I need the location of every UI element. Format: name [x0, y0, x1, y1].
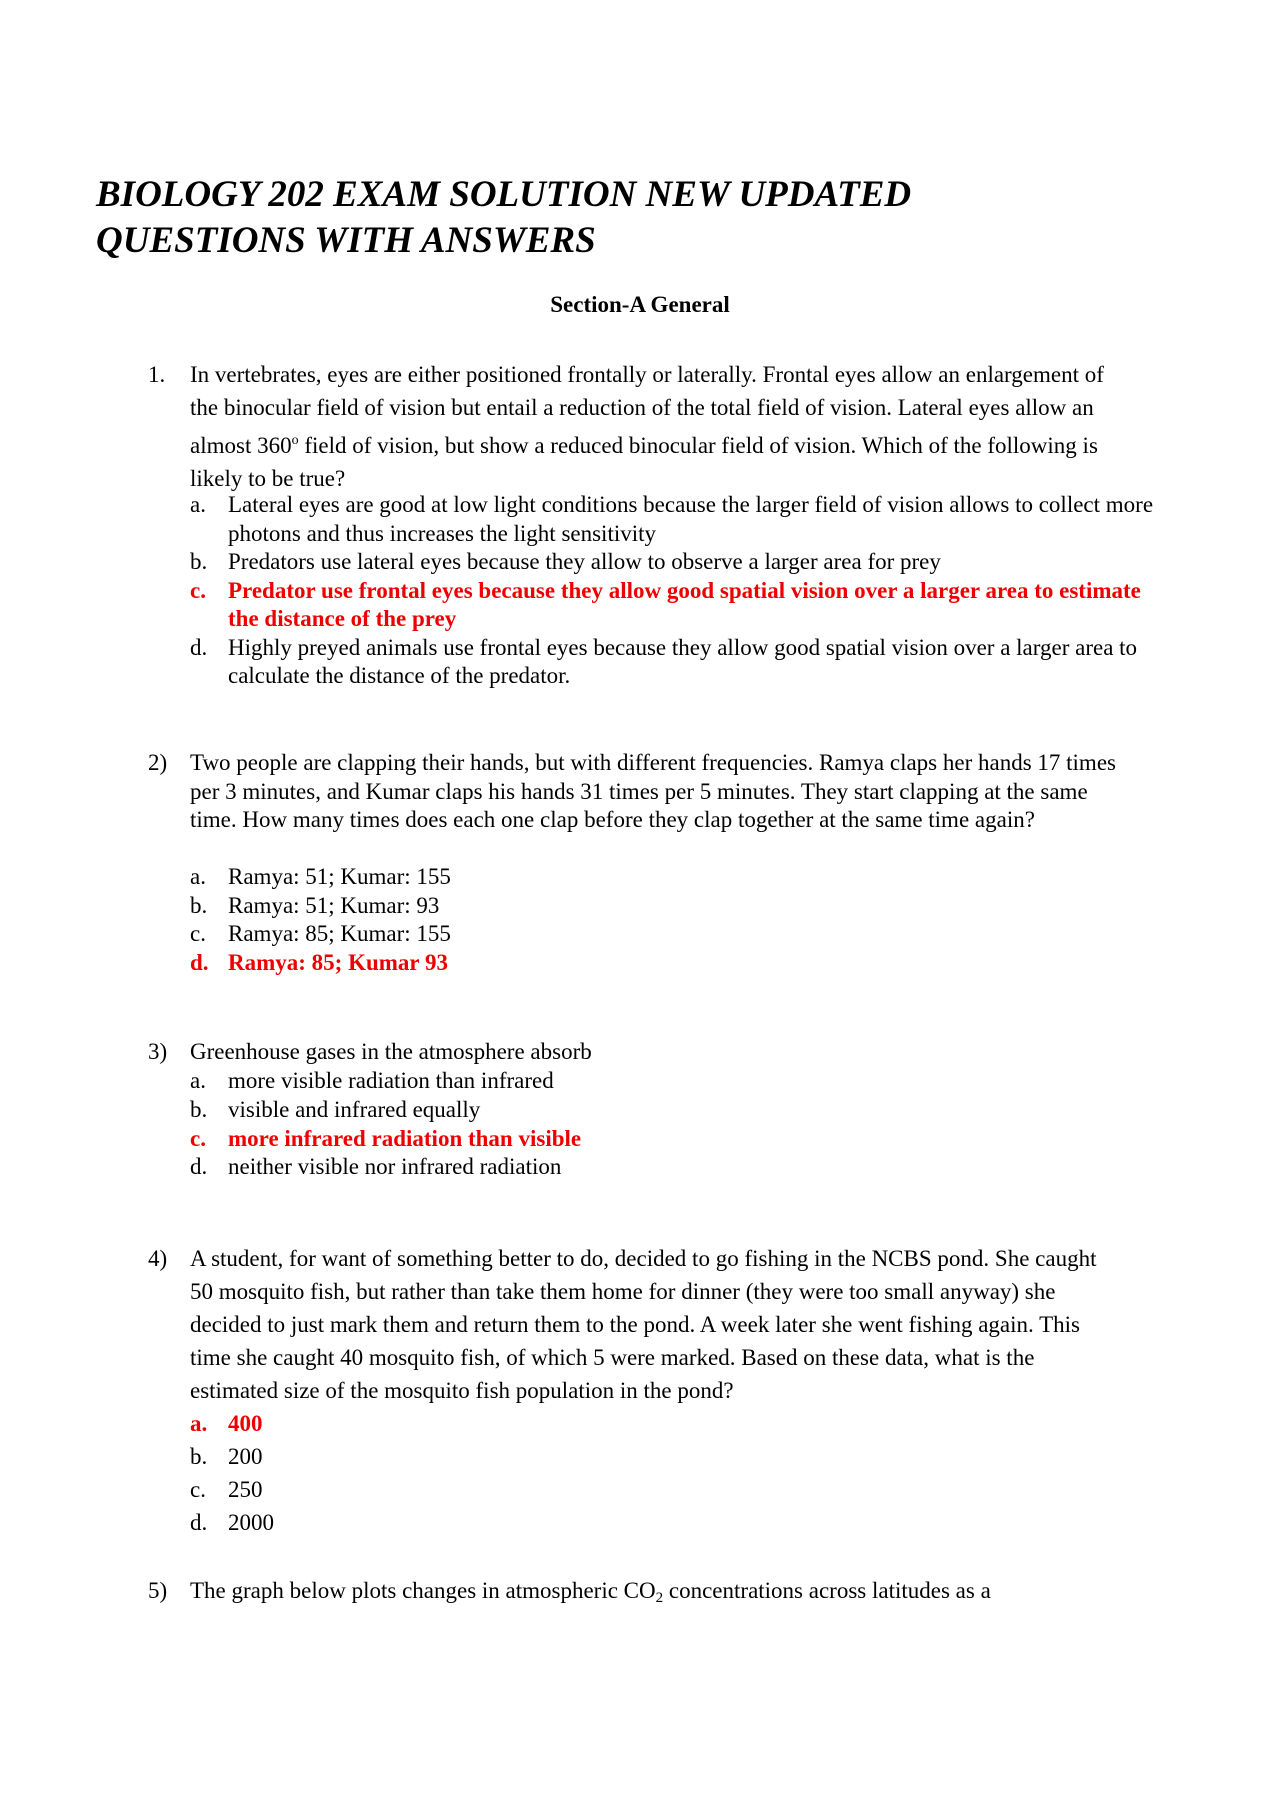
option-b [190, 1096, 1160, 1125]
degree-superscript: o [291, 433, 299, 448]
option-letter: d. [190, 1510, 208, 1535]
option-b [190, 548, 1160, 577]
option-c [190, 920, 1160, 949]
option-text: more visible radiation than infrared [228, 1068, 554, 1093]
option-letter: d. [190, 1154, 208, 1180]
option-letter: c. [190, 1477, 206, 1502]
option-a [190, 1067, 1160, 1096]
option-c-correct-answer [190, 1125, 1160, 1154]
question-text: A student, for want of something better to do, decided to go fishing in the NCBS pond. She caught 50 mosquito fish, but rather than take them home for dinner (they were too small anyway) she decided to just mark them and return them to the pond. A week later she went fishing again. This time she caught 40 mosquito fish, of which 5 were marked. Based on these data, what is the estimated size of the mosquito fish population in the pond? [190, 1246, 1097, 1403]
question-text: Greenhouse gases in the atmosphere absorb [190, 1039, 592, 1064]
option-d-correct-answer [190, 949, 1160, 978]
option-text: more infrared radiation than visible [228, 1125, 582, 1151]
option-letter: a. [190, 1068, 206, 1093]
question-text-part: The graph below plots changes in atmospheric CO [190, 1578, 656, 1603]
question-text-part: field of vision, but show a reduced binocular field of vision. Which of the following is likely to be true? [190, 433, 1098, 491]
option-c-correct-answer [190, 577, 1160, 634]
option-text: neither visible nor infrared radiation [228, 1154, 562, 1180]
option-letter: d. [190, 634, 208, 660]
question-text: Two people are clapping their hands, but with different frequencies. Ramya claps her hands 17 times per 3 minutes, and Kumar claps his hands 31 times per 5 minutes. They start clapping at the same time. How many times does each one clap before they clap together at the same time again? [190, 750, 1116, 832]
option-letter: b. [190, 892, 208, 918]
option-text: 400 [228, 1411, 263, 1436]
option-text: Ramya: 51; Kumar: 155 [228, 864, 451, 889]
question-number: 3) [148, 1039, 168, 1064]
option-d [190, 634, 1160, 691]
option-b [190, 892, 1160, 921]
question-number: 5) [148, 1578, 168, 1603]
option-text: Ramya: 51; Kumar: 93 [228, 892, 440, 918]
options-list [190, 863, 1160, 978]
question-number: 4) [148, 1246, 168, 1271]
option-text: Predators use lateral eyes because they allow to observe a larger area for prey [228, 549, 941, 574]
title-line-1: BIOLOGY 202 EXAM SOLUTION NEW UPDATED [96, 174, 912, 215]
question-text-part: concentrations across latitudes as a [663, 1578, 991, 1603]
option-text: Highly preyed animals use frontal eyes because they allow good spatial vision over a larger area to calculate the distance of the predator. [228, 634, 1138, 688]
option-a-correct-answer [190, 1407, 1160, 1440]
option-text: 2000 [228, 1510, 274, 1535]
option-text: Lateral eyes are good at low light conditions because the larger field of vision allows to collect more photons and thus increases the light sensitivity [228, 492, 1154, 546]
question-text [190, 358, 1125, 495]
question-text [190, 1574, 1150, 1615]
option-letter: c. [190, 1125, 206, 1151]
option-b [190, 1440, 1160, 1473]
option-letter: b. [190, 1096, 208, 1122]
option-letter: c. [190, 577, 206, 603]
option-c [190, 1473, 1160, 1506]
document-title [96, 172, 1096, 264]
option-a [190, 491, 1160, 548]
option-letter: a. [190, 864, 206, 889]
option-text: Predator use frontal eyes because they allow good spatial vision over a larger area to estimate the distance of the prey [228, 577, 1141, 631]
option-text: Ramya: 85; Kumar: 155 [228, 921, 451, 947]
option-text: 200 [228, 1444, 263, 1469]
question-number: 2) [148, 750, 168, 775]
question-number: 1. [148, 362, 166, 387]
section-heading: Section-A General [550, 292, 730, 317]
option-letter: a. [190, 1411, 208, 1436]
option-text: Ramya: 85; Kumar 93 [228, 950, 448, 976]
options-list [190, 1067, 1160, 1182]
option-letter: b. [190, 1444, 208, 1469]
options-list [190, 1407, 1160, 1539]
co2-subscript: 2 [655, 1590, 664, 1606]
option-letter: a. [190, 492, 206, 517]
option-letter: d. [190, 950, 209, 976]
option-d [190, 1506, 1160, 1539]
question-text-part: In vertebrates, eyes are either positioned frontally or laterally. Frontal eyes allow an enlargement of the binocular field of vision but entail a reduction of the total field of vision. Lateral eyes allow an almost 360 [190, 362, 1104, 458]
option-d [190, 1153, 1160, 1182]
option-letter: c. [190, 921, 206, 947]
option-text: 250 [228, 1477, 263, 1502]
option-letter: b. [190, 549, 208, 574]
title-line-2: QUESTIONS WITH ANSWERS [96, 220, 596, 261]
option-a [190, 863, 1160, 892]
option-text: visible and infrared equally [228, 1096, 481, 1122]
options-list [190, 491, 1160, 691]
